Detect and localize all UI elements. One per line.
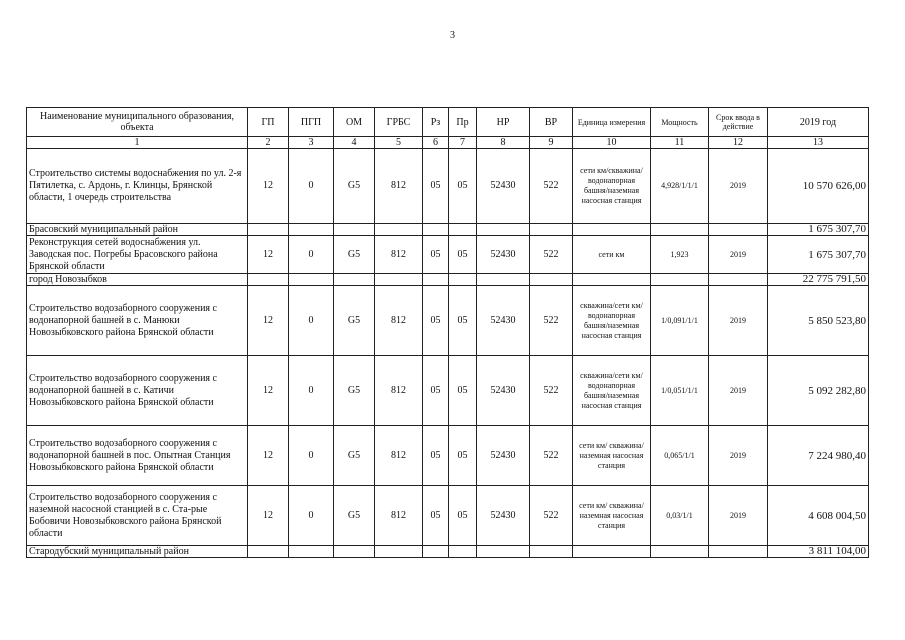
object-amount: 1 675 307,70 [768, 236, 869, 274]
header-row [27, 108, 869, 137]
cell-om: G5 [334, 356, 375, 426]
empty-cell [248, 224, 289, 236]
empty-cell [449, 224, 477, 236]
group-name: Брасовский муниципальный район [27, 224, 248, 236]
column-number: 1 [27, 137, 248, 149]
cell-pr: 05 [449, 486, 477, 546]
col-header-pr: Пр [449, 108, 477, 137]
budget-table [26, 107, 869, 558]
cell-gp: 12 [248, 149, 289, 224]
cell-nr: 52430 [477, 356, 530, 426]
empty-cell [423, 546, 449, 558]
empty-cell [477, 224, 530, 236]
cell-vr: 522 [530, 426, 573, 486]
empty-cell [477, 546, 530, 558]
cell-rz: 05 [423, 149, 449, 224]
column-number: 13 [768, 137, 869, 149]
cell-term: 2019 [709, 486, 768, 546]
object-name: Строительство водозаборного сооружения с водонапорной башней в с. Манюки Новозыбковского района Брянской области [27, 286, 248, 356]
cell-power: 0,065/1/1 [651, 426, 709, 486]
column-number: 5 [375, 137, 423, 149]
cell-power: 4,928/1/1/1 [651, 149, 709, 224]
object-amount: 5 092 282,80 [768, 356, 869, 426]
col-header-vr: ВР [530, 108, 573, 137]
column-number: 4 [334, 137, 375, 149]
col-header-name: Наименование муниципального образования, объекта [27, 108, 248, 137]
cell-vr: 522 [530, 356, 573, 426]
cell-rz: 05 [423, 426, 449, 486]
column-number: 12 [709, 137, 768, 149]
object-name: Строительство системы водоснабжения по ул. 2-я Пятилетка, с. Ардонь, г. Клинцы, Брянской области, 1 очередь строительства [27, 149, 248, 224]
cell-pr: 05 [449, 149, 477, 224]
object-row [27, 356, 869, 426]
object-row [27, 149, 869, 224]
cell-vr: 522 [530, 236, 573, 274]
column-number: 7 [449, 137, 477, 149]
cell-term: 2019 [709, 356, 768, 426]
cell-grbs: 812 [375, 286, 423, 356]
cell-pr: 05 [449, 426, 477, 486]
empty-cell [573, 274, 651, 286]
cell-power: 1,923 [651, 236, 709, 274]
cell-rz: 05 [423, 286, 449, 356]
empty-cell [573, 546, 651, 558]
cell-grbs: 812 [375, 486, 423, 546]
cell-pgp: 0 [289, 356, 334, 426]
cell-om: G5 [334, 286, 375, 356]
cell-om: G5 [334, 236, 375, 274]
cell-om: G5 [334, 149, 375, 224]
object-row [27, 236, 869, 274]
empty-cell [423, 274, 449, 286]
empty-cell [375, 224, 423, 236]
cell-rz: 05 [423, 486, 449, 546]
group-name: город Новозыбков [27, 274, 248, 286]
cell-term: 2019 [709, 236, 768, 274]
cell-pgp: 0 [289, 149, 334, 224]
cell-unit: сети км/ скважина/ наземная насосная станция [573, 426, 651, 486]
cell-grbs: 812 [375, 149, 423, 224]
object-amount: 10 570 626,00 [768, 149, 869, 224]
empty-cell [709, 546, 768, 558]
cell-term: 2019 [709, 426, 768, 486]
cell-term: 2019 [709, 286, 768, 356]
col-header-term: Срок ввода в действие [709, 108, 768, 137]
cell-nr: 52430 [477, 236, 530, 274]
empty-cell [423, 224, 449, 236]
empty-cell [449, 546, 477, 558]
empty-cell [248, 274, 289, 286]
group-amount: 3 811 104,00 [768, 546, 869, 558]
empty-cell [334, 274, 375, 286]
group-row [27, 546, 869, 558]
empty-cell [651, 546, 709, 558]
col-header-power: Мощность [651, 108, 709, 137]
cell-pgp: 0 [289, 426, 334, 486]
cell-vr: 522 [530, 286, 573, 356]
cell-unit: сети км [573, 236, 651, 274]
cell-gp: 12 [248, 426, 289, 486]
cell-power: 1/0,091/1/1 [651, 286, 709, 356]
cell-grbs: 812 [375, 236, 423, 274]
group-name: Стародубский муниципальный район [27, 546, 248, 558]
object-amount: 4 608 004,50 [768, 486, 869, 546]
empty-cell [334, 224, 375, 236]
column-number: 8 [477, 137, 530, 149]
cell-rz: 05 [423, 356, 449, 426]
group-amount: 1 675 307,70 [768, 224, 869, 236]
column-number: 2 [248, 137, 289, 149]
group-row [27, 224, 869, 236]
col-header-om: ОМ [334, 108, 375, 137]
empty-cell [449, 274, 477, 286]
column-number: 6 [423, 137, 449, 149]
cell-gp: 12 [248, 486, 289, 546]
column-number: 11 [651, 137, 709, 149]
cell-vr: 522 [530, 149, 573, 224]
col-header-rz: Рз [423, 108, 449, 137]
col-header-2019: 2019 год [768, 108, 869, 137]
cell-om: G5 [334, 486, 375, 546]
col-header-nr: НР [477, 108, 530, 137]
cell-pgp: 0 [289, 486, 334, 546]
col-header-unit: Единица измерения [573, 108, 651, 137]
empty-cell [530, 274, 573, 286]
empty-cell [375, 274, 423, 286]
cell-unit: сети км/скважина/ водонапорная башня/наземная насосная станция [573, 149, 651, 224]
empty-cell [709, 274, 768, 286]
empty-cell [334, 546, 375, 558]
cell-pr: 05 [449, 356, 477, 426]
column-number: 9 [530, 137, 573, 149]
cell-gp: 12 [248, 236, 289, 274]
cell-unit: сети км/ скважина/ наземная насосная станция [573, 486, 651, 546]
object-name: Строительство водозаборного сооружения с водонапорной башней в с. Катичи Новозыбковского района Брянской области [27, 356, 248, 426]
cell-vr: 522 [530, 486, 573, 546]
empty-cell [248, 546, 289, 558]
cell-nr: 52430 [477, 149, 530, 224]
object-row [27, 286, 869, 356]
object-amount: 7 224 980,40 [768, 426, 869, 486]
col-header-pgp: ПГП [289, 108, 334, 137]
object-row [27, 426, 869, 486]
cell-nr: 52430 [477, 486, 530, 546]
empty-cell [709, 224, 768, 236]
cell-nr: 52430 [477, 426, 530, 486]
group-amount: 22 775 791,50 [768, 274, 869, 286]
cell-gp: 12 [248, 286, 289, 356]
cell-om: G5 [334, 426, 375, 486]
cell-pr: 05 [449, 286, 477, 356]
cell-unit: скважина/сети км/ водонапорная башня/наземная насосная станция [573, 286, 651, 356]
cell-pgp: 0 [289, 236, 334, 274]
cell-pgp: 0 [289, 286, 334, 356]
cell-grbs: 812 [375, 356, 423, 426]
cell-pr: 05 [449, 236, 477, 274]
empty-cell [651, 224, 709, 236]
cell-grbs: 812 [375, 426, 423, 486]
empty-cell [289, 274, 334, 286]
empty-cell [375, 546, 423, 558]
object-amount: 5 850 523,80 [768, 286, 869, 356]
empty-cell [477, 274, 530, 286]
cell-power: 1/0,051/1/1 [651, 356, 709, 426]
group-row [27, 274, 869, 286]
empty-cell [289, 224, 334, 236]
col-header-gp: ГП [248, 108, 289, 137]
cell-nr: 52430 [477, 286, 530, 356]
cell-rz: 05 [423, 236, 449, 274]
object-name: Реконструкция сетей водоснабжения ул. Заводская пос. Погребы Брасовского района Брянской области [27, 236, 248, 274]
col-header-grbs: ГРБС [375, 108, 423, 137]
object-row [27, 486, 869, 546]
empty-cell [289, 546, 334, 558]
empty-cell [530, 546, 573, 558]
column-number: 3 [289, 137, 334, 149]
column-number: 10 [573, 137, 651, 149]
page-number: 3 [450, 30, 455, 41]
empty-cell [573, 224, 651, 236]
object-name: Строительство водозаборного сооружения с водонапорной башней в пос. Опытная Станция Новозыбковского района Брянской области [27, 426, 248, 486]
empty-cell [530, 224, 573, 236]
cell-unit: скважина/сети км/ водонапорная башня/наземная насосная станция [573, 356, 651, 426]
cell-gp: 12 [248, 356, 289, 426]
column-number-row [27, 137, 869, 149]
cell-term: 2019 [709, 149, 768, 224]
empty-cell [651, 274, 709, 286]
cell-power: 0,03/1/1 [651, 486, 709, 546]
object-name: Строительство водозаборного сооружения с наземной насосной станцией в с. Ста-рые Бобовичи Новозыбковского района Брянской области [27, 486, 248, 546]
